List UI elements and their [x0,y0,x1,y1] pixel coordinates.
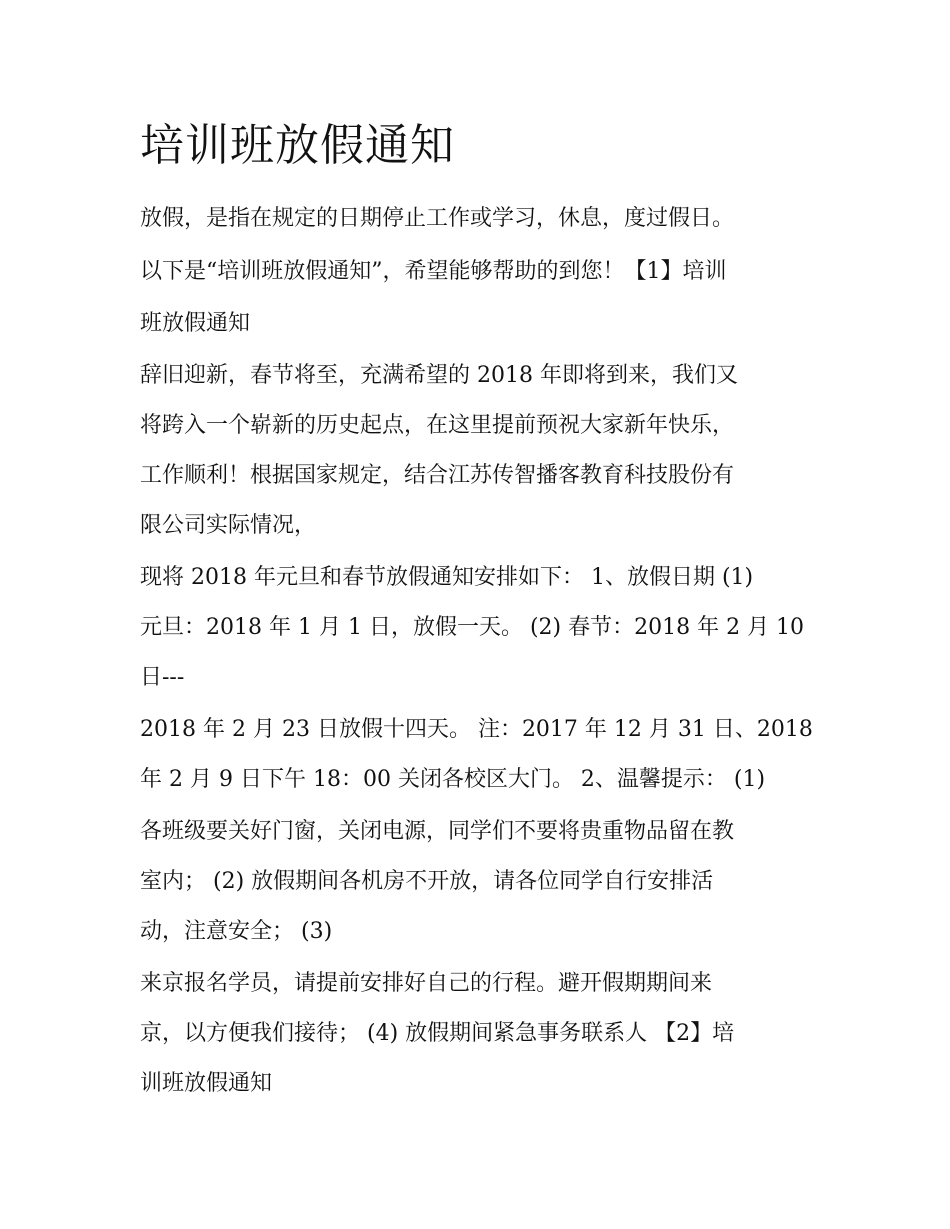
body-line-3: 班放假通知 [140,311,251,336]
body-line-14: 室内； (2) 放假期间各机房不开放，请各位同学自行安排活 [140,869,714,894]
body-line-10: 日--- [140,665,185,690]
document-title: 培训班放假通知 [140,120,455,171]
body-line-6: 工作顺利！根据国家规定，结合江苏传智播客教育科技股份有 [140,463,735,488]
body-line-13: 各班级要关好门窗，关闭电源，同学们不要将贵重物品留在教 [140,819,735,844]
body-line-16: 来京报名学员，请提前安排好自己的行程。避开假期期间来 [140,971,713,996]
body-line-15: 动，注意安全； (3) [140,919,333,944]
body-line-8: 现将 2018 年元旦和春节放假通知安排如下： 1、放假日期 (1) [140,565,754,590]
body-line-9: 元旦：2018 年 1 月 1 日，放假一天。 (2) 春节：2018 年 2 月 10 [140,615,805,640]
body-line-12: 年 2 月 9 日下午 18：00 关闭各校区大门。 2、温馨提示： (1) [140,767,766,792]
body-line-18: 训班放假通知 [140,1071,273,1096]
body-line-7: 限公司实际情况， [140,513,317,538]
body-line-5: 将跨入一个崭新的历史起点，在这里提前预祝大家新年快乐， [140,413,735,438]
body-line-4: 辞旧迎新，春节将至，充满希望的 2018 年即将到来，我们又 [140,363,738,388]
body-line-11: 2018 年 2 月 23 日放假十四天。 注：2017 年 12 月 31 日、2018 [140,717,813,742]
body-line-1: 放假，是指在规定的日期停止工作或学习，休息，度过假日。 [140,206,735,231]
body-line-17: 京，以方便我们接待； (4) 放假期间紧急事务联系人 【2】培 [140,1021,735,1046]
body-line-2: 以下是“培训班放假通知”，希望能够帮助的到您！【1】培训 [140,259,727,284]
